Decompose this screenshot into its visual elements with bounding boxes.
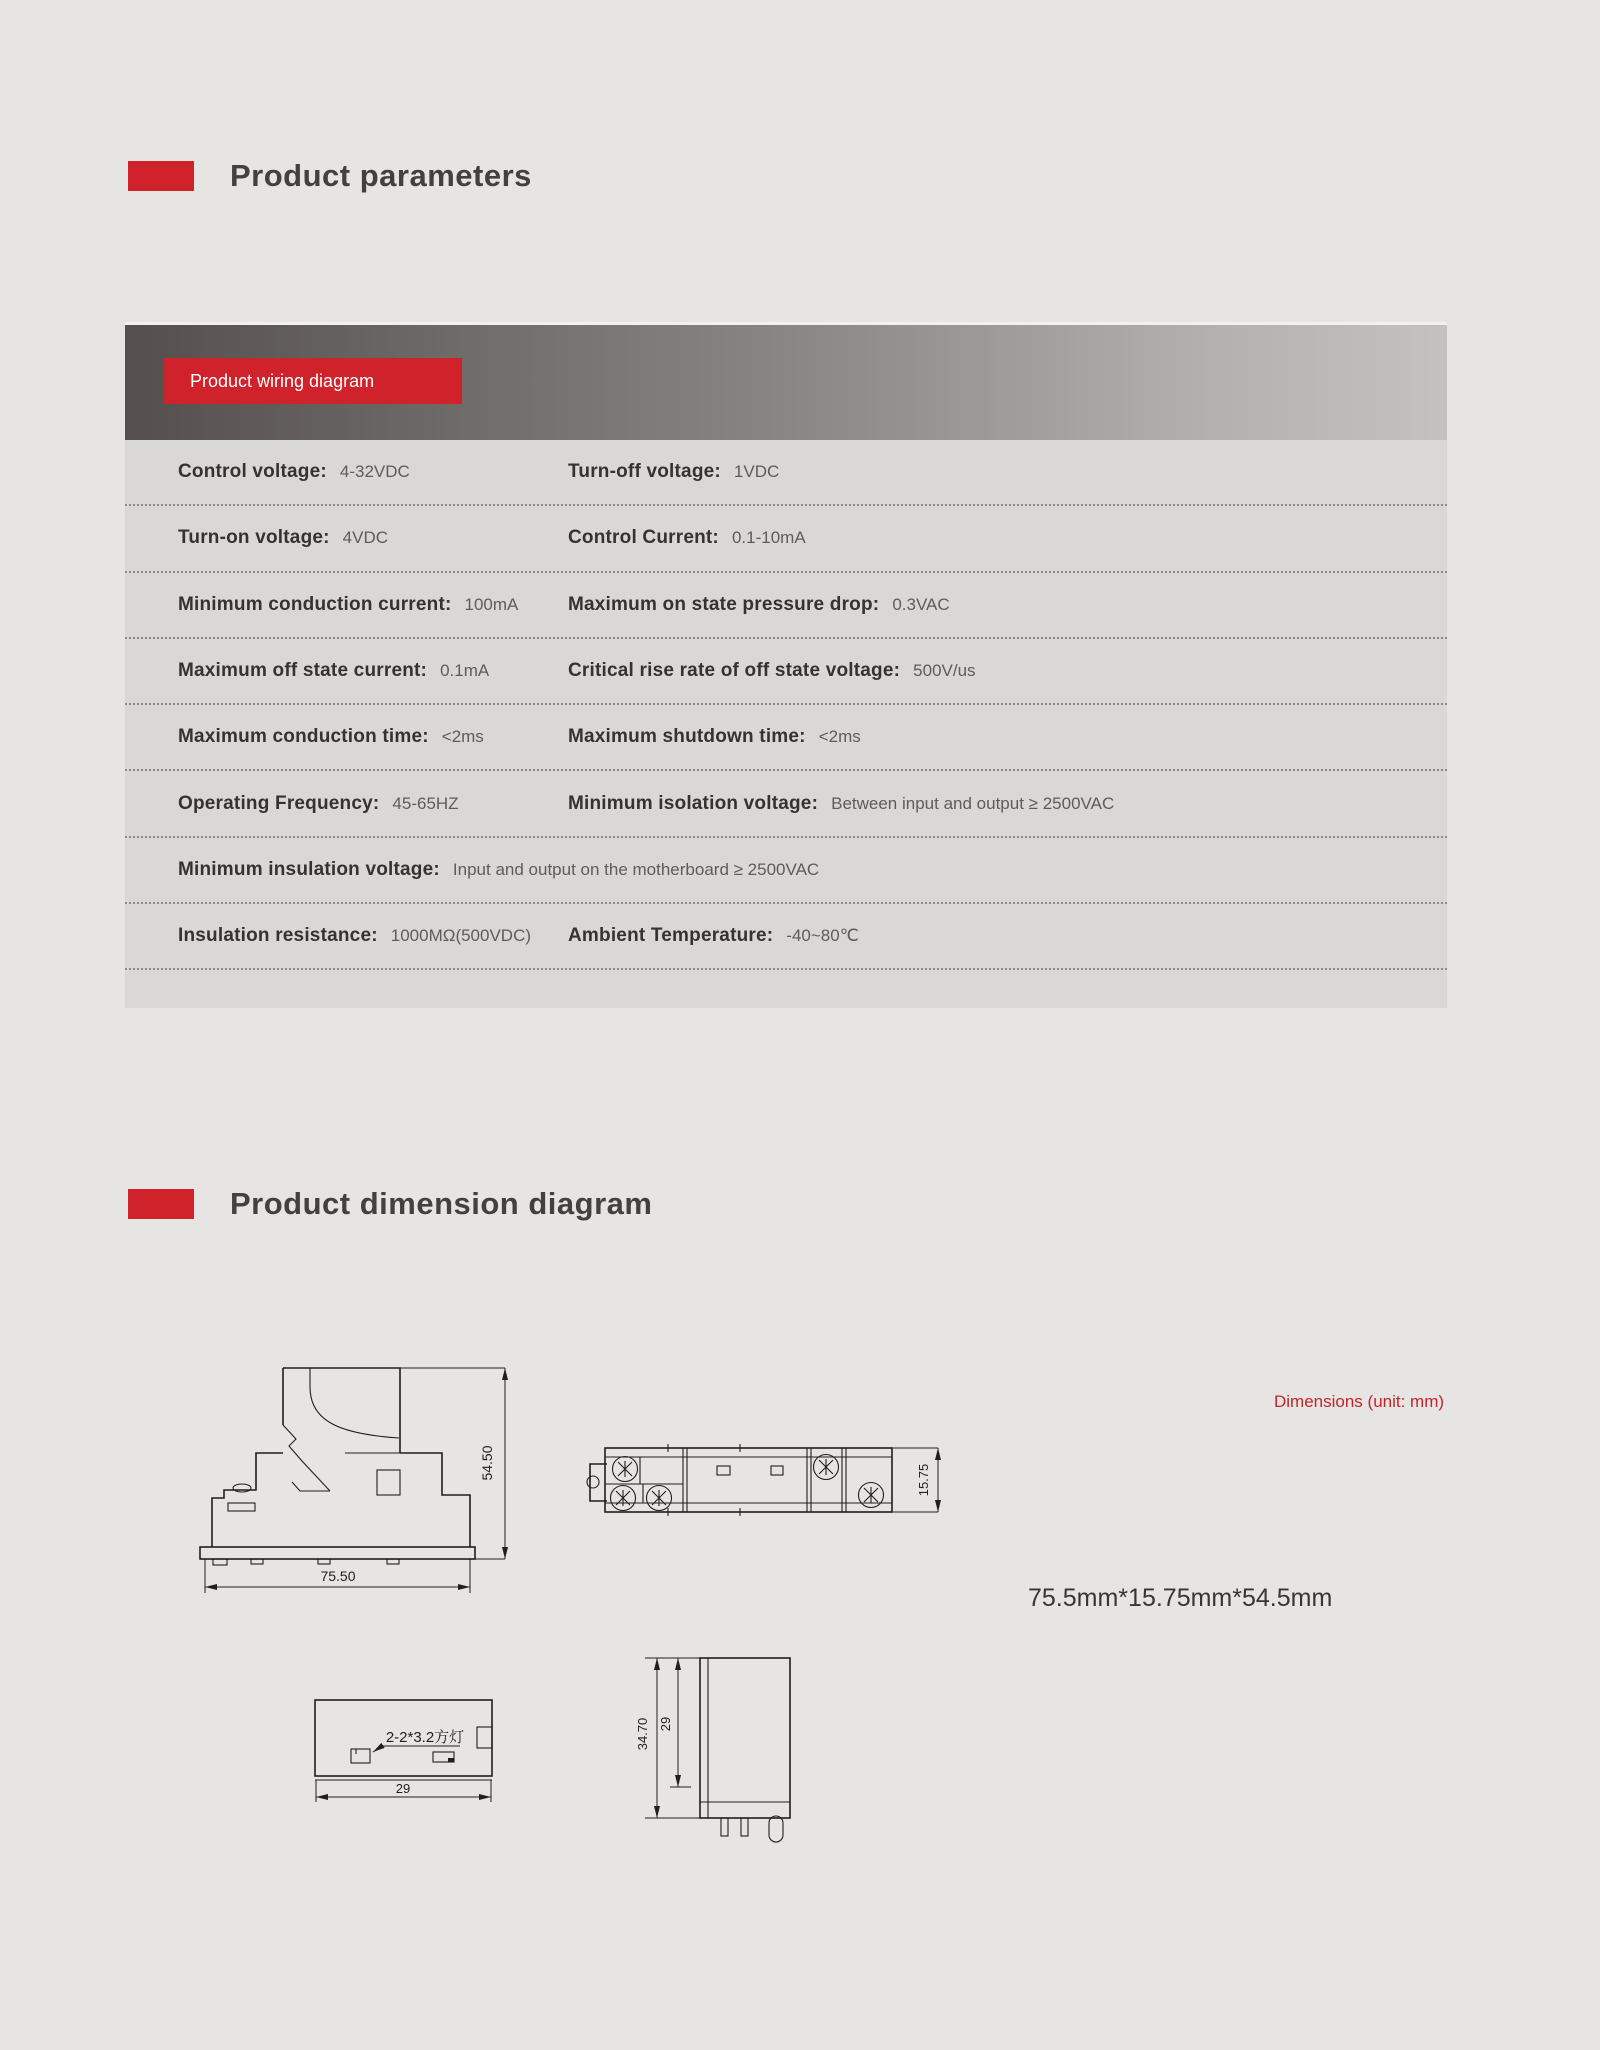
parameter-rows — [125, 440, 1447, 970]
param-cell — [568, 904, 859, 968]
param-label: Minimum isolation voltage: — [568, 792, 819, 814]
param-label: Turn-on voltage: — [178, 527, 330, 549]
param-cell — [178, 639, 489, 703]
param-cell — [568, 705, 861, 769]
param-cell — [178, 771, 459, 835]
param-value: 1000MΩ(500VDC) — [390, 926, 532, 946]
param-value: 0.1mA — [440, 661, 490, 681]
param-value: Between input and output ≥ 2500VAC — [831, 793, 1115, 813]
param-value: 45-65HZ — [392, 793, 459, 813]
table-row — [125, 705, 1447, 771]
table-row — [125, 639, 1447, 705]
top-view-drawing — [580, 1440, 950, 1520]
bottom-view-hole-label: 2-2*3.2方灯 — [385, 1729, 465, 1746]
param-value: -40~80℃ — [786, 926, 859, 946]
param-label: Maximum off state current: — [178, 660, 428, 682]
param-value: <2ms — [818, 727, 861, 747]
param-cell — [178, 904, 531, 968]
param-label: Control voltage: — [178, 461, 327, 483]
param-value: <2ms — [441, 727, 484, 747]
dimensions-unit-note: Dimensions (unit: mm) — [1274, 1392, 1445, 1411]
param-value: 4-32VDC — [339, 462, 410, 482]
param-value: Input and output on the motherboard ≥ 2500VAC — [452, 859, 820, 879]
param-label: Maximum on state pressure drop: — [568, 593, 880, 615]
param-label: Critical rise rate of off state voltage: — [568, 660, 901, 682]
param-label: Minimum conduction current: — [178, 593, 452, 615]
table-row — [125, 506, 1447, 572]
param-label: Maximum shutdown time: — [568, 726, 806, 748]
param-value: 0.3VAC — [892, 594, 950, 614]
section-title: Product dimension diagram — [230, 1186, 653, 1221]
section-header-parameters — [128, 158, 532, 194]
param-cell — [568, 639, 976, 703]
top-view-depth-label: 15.75 — [916, 1463, 931, 1497]
bottom-view-width-label: 29 — [395, 1781, 411, 1796]
table-row — [125, 440, 1447, 506]
param-label: Ambient Temperature: — [568, 925, 774, 947]
bottom-view-drawing — [310, 1695, 530, 1810]
param-label: Control Current: — [568, 527, 719, 549]
param-label: Insulation resistance: — [178, 925, 378, 947]
table-header-band — [125, 322, 1447, 440]
param-value: 100mA — [464, 594, 519, 614]
param-value: 4VDC — [342, 528, 389, 548]
param-value: 500V/us — [913, 661, 976, 681]
param-label: Operating Frequency: — [178, 792, 380, 814]
param-cell — [178, 705, 484, 769]
param-cell — [568, 440, 779, 504]
product-parameters-table — [125, 322, 1447, 1008]
front-view-body-height-label: 29 — [658, 1716, 673, 1732]
red-accent-bar — [128, 1189, 194, 1219]
wiring-diagram-tab: Product wiring diagram — [163, 358, 462, 404]
side-view-width-label: 75.50 — [320, 1568, 356, 1584]
front-view-drawing — [585, 1650, 800, 1855]
param-value: 1VDC — [733, 462, 780, 482]
param-label: Minimum insulation voltage: — [178, 858, 440, 880]
param-cell — [568, 573, 950, 637]
param-cell — [178, 573, 518, 637]
param-cell — [178, 440, 410, 504]
param-label: Turn-off voltage: — [568, 461, 721, 483]
table-row — [125, 771, 1447, 837]
red-accent-bar — [128, 161, 194, 191]
param-label: Maximum conduction time: — [178, 726, 429, 748]
param-cell — [178, 838, 819, 902]
param-cell — [568, 506, 806, 570]
param-value: 0.1-10mA — [731, 528, 806, 548]
side-view-drawing — [155, 1335, 515, 1630]
table-row — [125, 838, 1447, 904]
table-row — [125, 573, 1447, 639]
table-row — [125, 904, 1447, 970]
section-header-dimensions — [128, 1186, 652, 1222]
side-view-height-label: 54.50 — [479, 1445, 495, 1481]
overall-size-text: 75.5mm*15.75mm*54.5mm — [1028, 1584, 1333, 1612]
front-view-total-height-label: 34.70 — [635, 1717, 650, 1751]
param-cell — [178, 506, 388, 570]
param-cell — [568, 771, 1114, 835]
page-title: Product parameters — [230, 158, 532, 193]
